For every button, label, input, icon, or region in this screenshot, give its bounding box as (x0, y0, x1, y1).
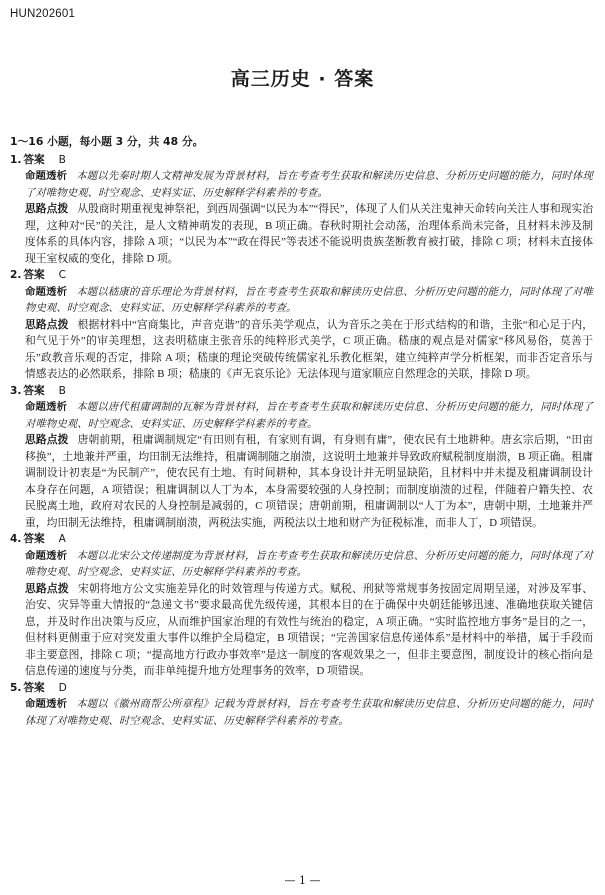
question-number: 5. (10, 681, 22, 694)
question-1-header (10, 152, 593, 169)
analysis-text: 本题以北宋公文传递制度为背景材料，旨在考查考生获取和解读历史信息、分析历史问题的能力，同时体现了对唯物史观、时空观念、史料实证、历史解释学科素养的考查。 (25, 549, 593, 578)
question-number: 4. (10, 533, 22, 545)
answer-label: 答案 (23, 269, 45, 281)
reasoning-label: 思路点拨 (25, 433, 69, 446)
reasoning-text: 根据材料中“宫商集比，声音克谐”的音乐美学观点，认为音乐之美在于形式结构的和谐，主张“和心足于内，和气见于外”的审美理想，这表明嵇康主张音乐的纯粹形式美学，C 项正确。嵇康的观点是对儒家“移风易俗，莫善于乐”政教音乐观的否定，排除 A 项；嵇康的理论突破传统儒家礼乐教化框架，建立纯粹声学分析框架，而非否定音乐与情感表达的必然联系，排除 B 项；嵇康的《声无哀乐论》无法体现与道家顺应自然理念的关联，排除 D 项。 (25, 318, 594, 380)
document-code: HUN202601 (10, 8, 76, 20)
question-3-analysis (10, 399, 593, 432)
question-4-header (10, 531, 593, 548)
analysis-label: 命题透析 (25, 549, 68, 562)
question-4-reasoning (10, 581, 593, 680)
reasoning-label: 思路点拨 (25, 581, 69, 595)
question-5-header (10, 680, 593, 697)
question-number: 2. (10, 269, 22, 281)
analysis-label: 命题透析 (25, 698, 68, 710)
answer-value: B (58, 384, 66, 397)
answer-label: 答案 (23, 533, 45, 545)
section-intro: 1～16 小题，每小题 3 分，共 48 分。 (10, 135, 204, 148)
question-5-analysis (10, 696, 593, 729)
page-title: 高三历史 · 答案 (230, 68, 375, 90)
reasoning-text: 唐朝前期，租庸调制规定“有田则有租，有家则有调，有身则有庸”，使农民有土地耕种。唐玄宗后期，“田亩移换”，土地兼并严重，均田制无法维持，租庸调制随之崩溃，这说明土地兼并导致政府赋税制度崩溃，B 项正确。租庸调制设计初衷是“为民制产”，使农民有土地、有时间耕种，其本身设计并无明显缺陷，且材料中并未提及租庸调制设计本身存在问题，A 项错误；租庸调制以人丁为本，本身需要较强的人身控制；而制度崩溃的过程，伴随着户籍失控、农民脱离土地，政府对农民的人身控制是减弱的，C 项错误；唐朝前期，租庸调制以“人丁为本”，唐朝中期，土地兼并严重，均田制无法维持，租庸调制崩溃，两税法实施，两税法以土地和财产为征税标准，而非人丁，D 项错误。 (25, 434, 594, 529)
analysis-text: 本题以先秦时期人文精神发展为背景材料，旨在考查考生获取和解读历史信息、分析历史问题的能力，同时体现了对唯物史观、时空观念、史料实证、历史解释学科素养的考查。 (25, 170, 593, 199)
answer-label: 答案 (23, 681, 45, 694)
question-3-reasoning (10, 432, 593, 531)
question-number: 1. (10, 153, 22, 166)
reasoning-text: 宋朝将地方公文实施差异化的时效管理与传递方式。赋税、刑狱等常规事务按固定周期呈递，对涉及军事、治安、灾异等重大情报的“急递文书”要求最高优先级传递，其根本目的在于确保中央朝廷能够迅速、准确地获取关键信息，并及时作出决策与反应，从而维护国家治理的有效性与统治的稳定，A 项正确。“实时监控地方事务”是目的之一，但材料更侧重于应对突发重大事件以维护全局稳定，B 项错误；“完善国家信息传递体系”是材料中的举措，属于手段而非主要意图，排除 C 项；“提高地方行政办事效率”是这一制度的客观效果之一，但非主要意图，制度设计的核心指向是信息传递的速度与分类，而非单纯提升地方处理事务的效率，D 项错误。 (25, 582, 593, 677)
answer-value: D (58, 681, 67, 694)
analysis-text: 本题以唐代租庸调制的瓦解为背景材料，旨在考查考生获取和解读历史信息、分析历史问题的能力，同时体现了对唯物史观、时空观念、史料实证、历史解释学科素养的考查。 (25, 401, 593, 430)
analysis-label: 命题透析 (25, 170, 68, 182)
question-2-header (10, 267, 593, 284)
question-2-reasoning (10, 317, 593, 383)
analysis-label: 命题透析 (25, 285, 68, 298)
answer-label: 答案 (23, 384, 45, 397)
analysis-label: 命题透析 (25, 401, 68, 413)
question-2-analysis (10, 284, 593, 317)
analysis-text: 本题以《徽州商帮公所章程》记载为背景材料，旨在考查考生获取和解读历史信息、分析历史问题的能力，同时体现了对唯物史观、时空观念、史料实证、历史解释学科素养的考查。 (25, 698, 593, 727)
page-number: — 1 — (284, 874, 321, 887)
question-number: 3. (10, 384, 22, 397)
answer-value: C (58, 269, 66, 281)
reasoning-text: 从殷商时期重视鬼神祭祀，到西周强调“以民为本”“得民”，体现了人们从关注鬼神天命转向关注人事和现实治理，这种对“民”的关注，是人文精神萌发的表现，B 项正确。春秋时期社会动荡，治理体系尚未完备，且材料未涉及制度体系的具体内容，排除 A 项；“以民为本”“政在得民”等表述不能说明贵族垄断教育被打破，排除 C 项；材料未直接体现王室权威的变化，排除 D 项。 (25, 203, 594, 265)
reasoning-label: 思路点拨 (25, 317, 69, 331)
reasoning-label: 思路点拨 (25, 202, 69, 215)
question-1-reasoning (10, 201, 593, 267)
question-1-analysis (10, 168, 593, 201)
answer-value: A (58, 533, 66, 545)
question-4-analysis (10, 548, 593, 581)
analysis-text: 本题以嵇康的音乐理论为背景材料，旨在考查考生获取和解读历史信息、分析历史问题的能力，同时体现了对唯物史观、时空观念、史料实证、历史解释学科素养的考查。 (25, 285, 593, 314)
answer-label: 答案 (23, 153, 45, 166)
answer-value: B (58, 153, 66, 166)
answer-content (10, 134, 593, 729)
question-3-header (10, 383, 593, 400)
